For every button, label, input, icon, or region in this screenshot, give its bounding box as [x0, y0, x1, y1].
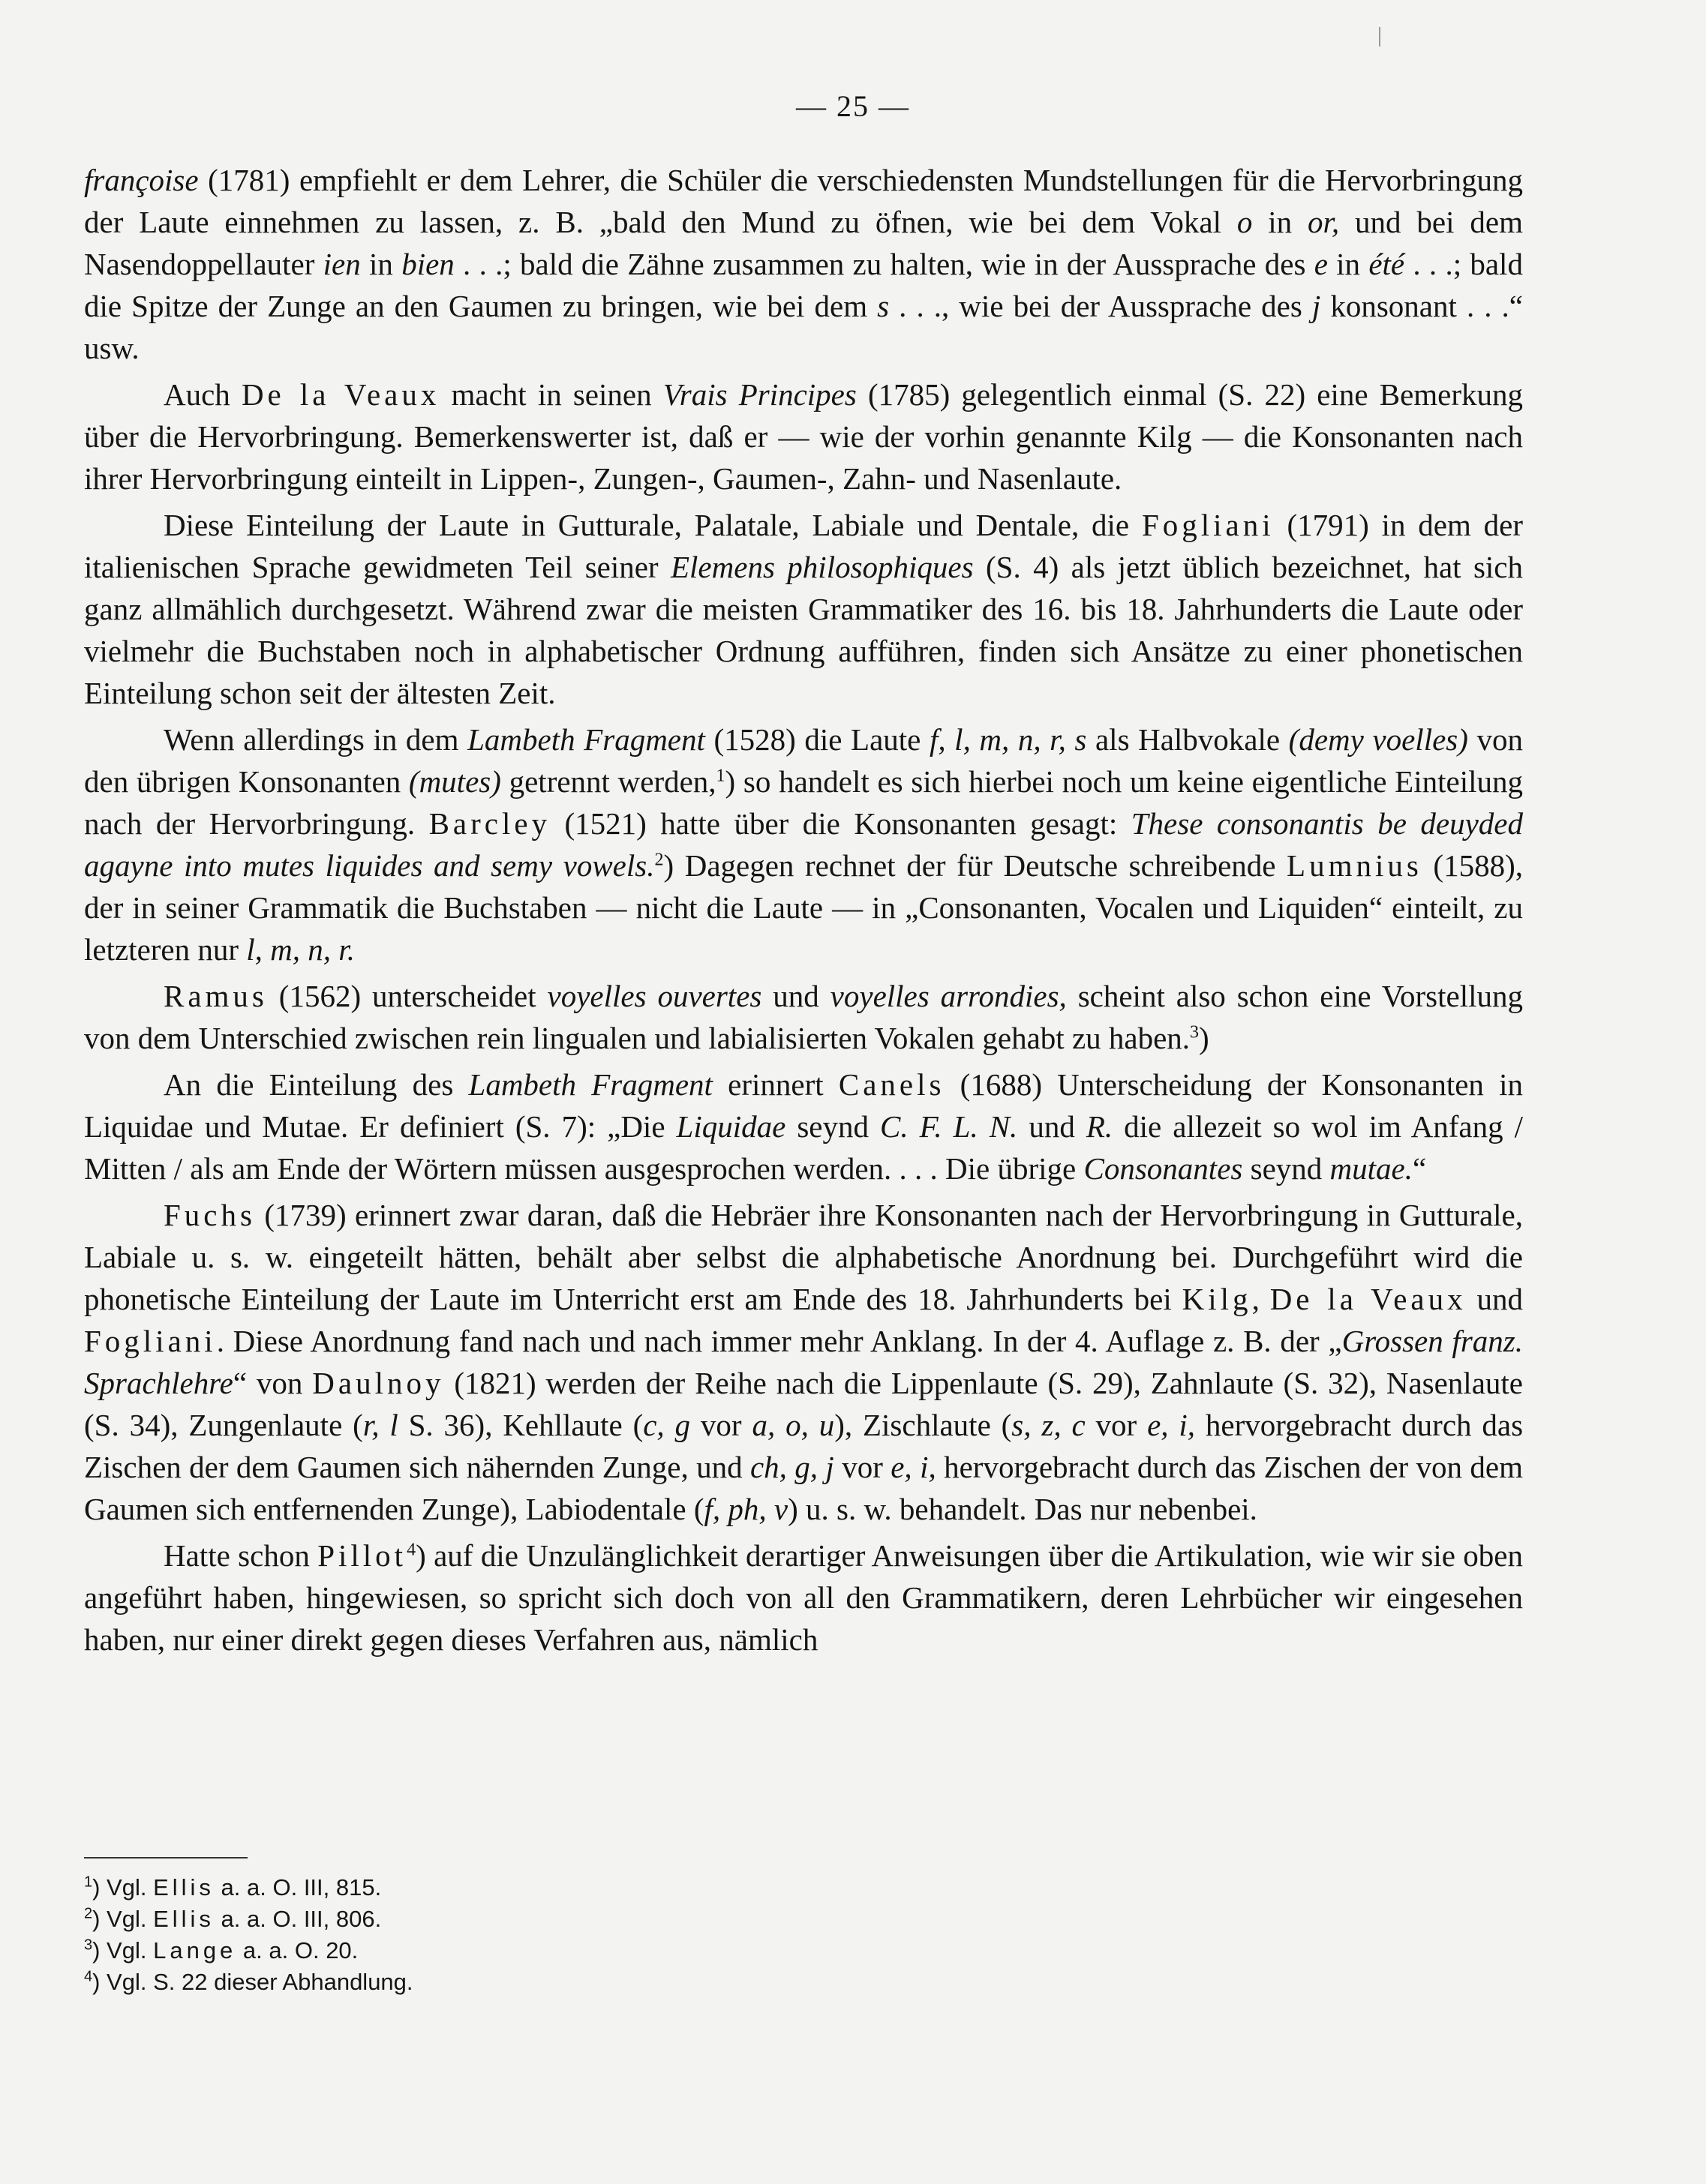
footnote-number: 4: [84, 1968, 93, 1985]
paragraph: [84, 1534, 1523, 1660]
footnote-number: 2: [84, 1905, 93, 1922]
spaced-name: Canels: [838, 1067, 945, 1102]
scan-mark: [1379, 27, 1380, 46]
spaced-name: De la Veaux: [1269, 1282, 1467, 1316]
italic-text: Vrais Principes: [662, 377, 857, 412]
spaced-name: De la Veaux: [241, 377, 440, 412]
text-run: vor: [1085, 1408, 1148, 1442]
text-run: (1785) gelegentlich einmal (S. 22) eine Bemerkung über die Hervorbringung. Bemerkenswerter ist, daß er — wie der vorhin genannte Kilg — die Konsonanten nach ihrer Hervorbringung einteilt in Lippen-, Zungen-, Gaumen-, Zahn- und Nasenlaute.: [84, 377, 1524, 496]
text-run: hervorgebracht durch das Zischen der dem Gaumen sich nähernden Zunge, und: [84, 1408, 1524, 1484]
text-run: . . .; bald die Spitze der Zunge an den Gaumen zu bringen, wie bei dem: [84, 247, 1523, 323]
spaced-name: Fogliani: [1141, 508, 1275, 542]
italic-text: Lambeth Fragment: [468, 1067, 713, 1102]
text-run: (S. 4) als jetzt üblich bezeichnet, hat sich ganz allmählich durchgesetzt. Während zwar die meisten Grammatiker des 16. bis 18. Jahrhunderts die Laute oder vielmehr die Buchstaben noch in alphabetischer Ordnung aufführen, finden sich Ansätze zu einer phonetischen Einteilung schon seit der ältesten Zeit.: [84, 550, 1523, 710]
footnote: [84, 1904, 984, 1935]
spaced-name: Fuchs: [164, 1198, 256, 1232]
text-run: vor: [833, 1450, 891, 1484]
spaced-name: Ellis: [153, 1874, 215, 1900]
text-run: Diese Einteilung der Laute in Gutturale, Palatale, Labiale und Dentale, die: [164, 508, 1142, 542]
italic-text: bien: [401, 247, 455, 281]
text-run: vor: [690, 1408, 752, 1442]
text-run: als Halbvokale: [1086, 722, 1289, 757]
italic-text: Grossen franz. Sprachlehre: [84, 1324, 1523, 1400]
spaced-name: Daulnoy: [312, 1366, 445, 1400]
italic-text: voyelles ouvertes: [547, 979, 762, 1013]
text-run: (1791) in dem der italienischen Sprache gewidmeten Teil seiner: [84, 508, 1524, 584]
footnote: [84, 1872, 984, 1904]
text-run: ): [1199, 1021, 1209, 1055]
text-run: ) Dagegen rechnet der für Deutsche schreibende: [663, 848, 1287, 883]
text-run: ) Vgl.: [92, 1906, 154, 1932]
text-run: An die Einteilung des: [164, 1067, 469, 1102]
text-run: scheint also schon eine Vorstellung von dem Unterschied zwischen rein lingualen und labialisierten Vokalen gehabt zu haben.: [84, 979, 1524, 1055]
text-run: ) auf die Unzulänglichkeit derartiger Anweisungen über die Artikulation, wie wir sie oben angeführt haben, hingewiesen, so spricht sich doch von all den Grammatikern, deren Lehrbücher wir eingesehen haben, nur einer direkt gegen dieses Verfahren aus, nämlich: [84, 1538, 1523, 1657]
italic-text: mutae.: [1329, 1151, 1413, 1186]
text-run: macht in seinen: [440, 377, 663, 412]
page-number: — 25 —: [796, 89, 910, 123]
footnote: [84, 1935, 984, 1966]
text-run: in: [1252, 205, 1308, 239]
paragraph: [84, 504, 1523, 714]
text-run: ) u. s. w. behandelt. Das nur nebenbei.: [788, 1492, 1257, 1526]
text-run: ) so handelt es sich hierbei noch um keine eigentliche Einteilung nach der Hervorbringung.: [84, 764, 1523, 841]
text-run: S. 36), Kehllaute (: [398, 1408, 644, 1442]
italic-text: e: [1314, 247, 1328, 281]
text-run: ), Zischlaute (: [834, 1408, 1012, 1442]
footnote-ref: 3: [1190, 1022, 1200, 1042]
spaced-name: Fogliani: [84, 1324, 217, 1358]
text-run: a. a. O. 20.: [236, 1937, 359, 1964]
italic-text: e, i,: [1147, 1408, 1196, 1442]
italic-text: voyelles arrondies,: [830, 979, 1067, 1013]
text-run: Auch: [164, 377, 242, 412]
italic-text: Consonantes: [1083, 1151, 1243, 1186]
paragraph: [84, 975, 1523, 1059]
italic-text: f, l, m, n, r, s: [929, 722, 1087, 757]
text-run: von den übrigen Konsonanten: [84, 722, 1523, 799]
text-run: (1528) die Laute: [704, 722, 930, 757]
paragraph: [84, 159, 1523, 369]
italic-text: a, o, u: [752, 1408, 835, 1442]
italic-text: C. F. L. N.: [880, 1109, 1018, 1144]
spaced-name: Lumnius: [1287, 848, 1422, 883]
text-run: in: [1327, 247, 1369, 281]
italic-text: françoise: [84, 163, 199, 197]
text-run: (1562) unterscheidet: [267, 979, 548, 1013]
italic-text: r, l: [362, 1408, 398, 1442]
paragraph: [84, 718, 1523, 970]
italic-text: f, ph, v: [704, 1492, 788, 1526]
footnote-number: 1: [84, 1874, 93, 1891]
text-run: . . ., wie bei der Aussprache des: [889, 289, 1312, 323]
italic-text: j: [1311, 289, 1321, 323]
footnote: [84, 1966, 984, 1998]
text-run: Wenn allerdings in dem: [164, 722, 468, 757]
paragraph: [84, 1064, 1523, 1190]
text-run: hervorgebracht durch das Zischen der von dem Gaumen sich entfernenden Zunge), Labiodentale (: [84, 1450, 1524, 1526]
text-run: (1821) werden der Reihe nach die Lippenlaute (S. 29), Zahnlaute (S. 32), Nasenlaute (S. 34), Zungenlaute (: [84, 1366, 1523, 1442]
text-run: a. a. O. III, 806.: [214, 1906, 382, 1932]
italic-text: (demy voelles): [1288, 722, 1468, 757]
text-run: Hatte schon: [164, 1538, 318, 1573]
text-run: seynd: [785, 1109, 881, 1144]
text-run: ) Vgl.: [92, 1874, 154, 1900]
text-run: ) Vgl. S. 22 dieser Abhandlung.: [92, 1969, 413, 1995]
text-run: (1521) hatte über die Konsonanten gesagt:: [551, 806, 1131, 841]
italic-text: These consonantis be deuyded agayne into mutes liquides and semy vowels.: [84, 806, 1523, 883]
footnote-ref: 1: [716, 766, 725, 786]
text-run: seynd: [1242, 1151, 1330, 1186]
text-run: und: [761, 979, 830, 1013]
spaced-name: Ramus: [164, 979, 268, 1013]
text-run: (1739) erinnert zwar daran, daß die Hebräer ihre Konsonanten nach der Hervorbringung in Gutturale, Labiale u. s. w. eingeteilt hätten, behält aber selbst die alphabetische Anordnung bei. Durchgeführt wird die phonetische Einteilung der Laute im Unterricht erst am Ende des 18. Jahrhunderts bei: [84, 1198, 1523, 1316]
text-run: . Diese Anordnung fand nach und nach immer mehr Anklang. In der 4. Auflage z. B. der „: [216, 1324, 1342, 1358]
spaced-name: Pillot: [317, 1538, 407, 1573]
spaced-name: Kilg: [1182, 1282, 1252, 1316]
text-run: und: [1017, 1109, 1086, 1144]
footnotes: [84, 1872, 984, 1998]
italic-text: c, g: [643, 1408, 691, 1442]
body-text: [84, 159, 1523, 1660]
text-run: konsonant . . .“ usw.: [84, 289, 1523, 365]
text-run: “ von: [233, 1366, 313, 1400]
italic-text: Liquidae: [676, 1109, 786, 1144]
spaced-name: Ellis: [153, 1906, 215, 1932]
text-run: in: [360, 247, 402, 281]
footnote-ref: 2: [654, 850, 664, 870]
italic-text: ch, g, j: [749, 1450, 834, 1484]
footnote-number: 3: [84, 1936, 93, 1954]
paragraph: [84, 374, 1523, 500]
paragraph: [84, 1194, 1523, 1530]
italic-text: (mutes): [408, 764, 501, 799]
text-run: und: [1466, 1282, 1523, 1316]
text-run: ,: [1251, 1282, 1270, 1316]
italic-text: e, i,: [891, 1450, 936, 1484]
text-run: “: [1412, 1151, 1427, 1186]
text-run: (1588), der in seiner Grammatik die Buchstaben — nicht die Laute — in „Consonanten, Vocalen und Liquiden“ einteilt, zu letzteren nur: [84, 848, 1523, 967]
italic-text: or,: [1308, 205, 1340, 239]
italic-text: Elemens philosophiques: [671, 550, 974, 584]
italic-text: s: [877, 289, 890, 323]
footnote-rule: [84, 1857, 248, 1858]
italic-text: o: [1236, 205, 1253, 239]
text-run: (1781) empfiehlt er dem Lehrer, die Schüler die verschiedensten Mundstellungen für die Hervorbringung der Laute einnehmen zu lassen, z. B. „bald den Mund zu öfnen, wie bei dem Vokal: [84, 163, 1523, 239]
footnote-ref: 4: [407, 1540, 416, 1560]
text-run: die allezeit so wol im Anfang / Mitten / als am Ende der Wörtern müssen ausgesprochen werden. . . . Die übrige: [84, 1109, 1523, 1186]
italic-text: Lambeth Fragment: [467, 722, 705, 757]
text-run: . . .; bald die Zähne zusammen zu halten, wie in der Aussprache des: [454, 247, 1314, 281]
text-run: ) Vgl.: [92, 1937, 154, 1964]
italic-text: R.: [1086, 1109, 1113, 1144]
italic-text: s, z, c: [1011, 1408, 1086, 1442]
text-run: und bei dem Nasendoppellauter: [84, 205, 1523, 281]
italic-text: l, m, n, r.: [246, 932, 355, 967]
italic-text: ien: [323, 247, 361, 281]
spaced-name: Barcley: [428, 806, 551, 841]
text-run: erinnert: [712, 1067, 839, 1102]
italic-text: été: [1368, 247, 1405, 281]
text-run: getrennt werden,: [500, 764, 716, 799]
text-run: a. a. O. III, 815.: [214, 1874, 382, 1900]
spaced-name: Lange: [153, 1937, 237, 1964]
text-run: (1688) Unterscheidung der Konsonanten in Liquidae und Mutae. Er definiert (S. 7): „Die: [84, 1067, 1524, 1144]
